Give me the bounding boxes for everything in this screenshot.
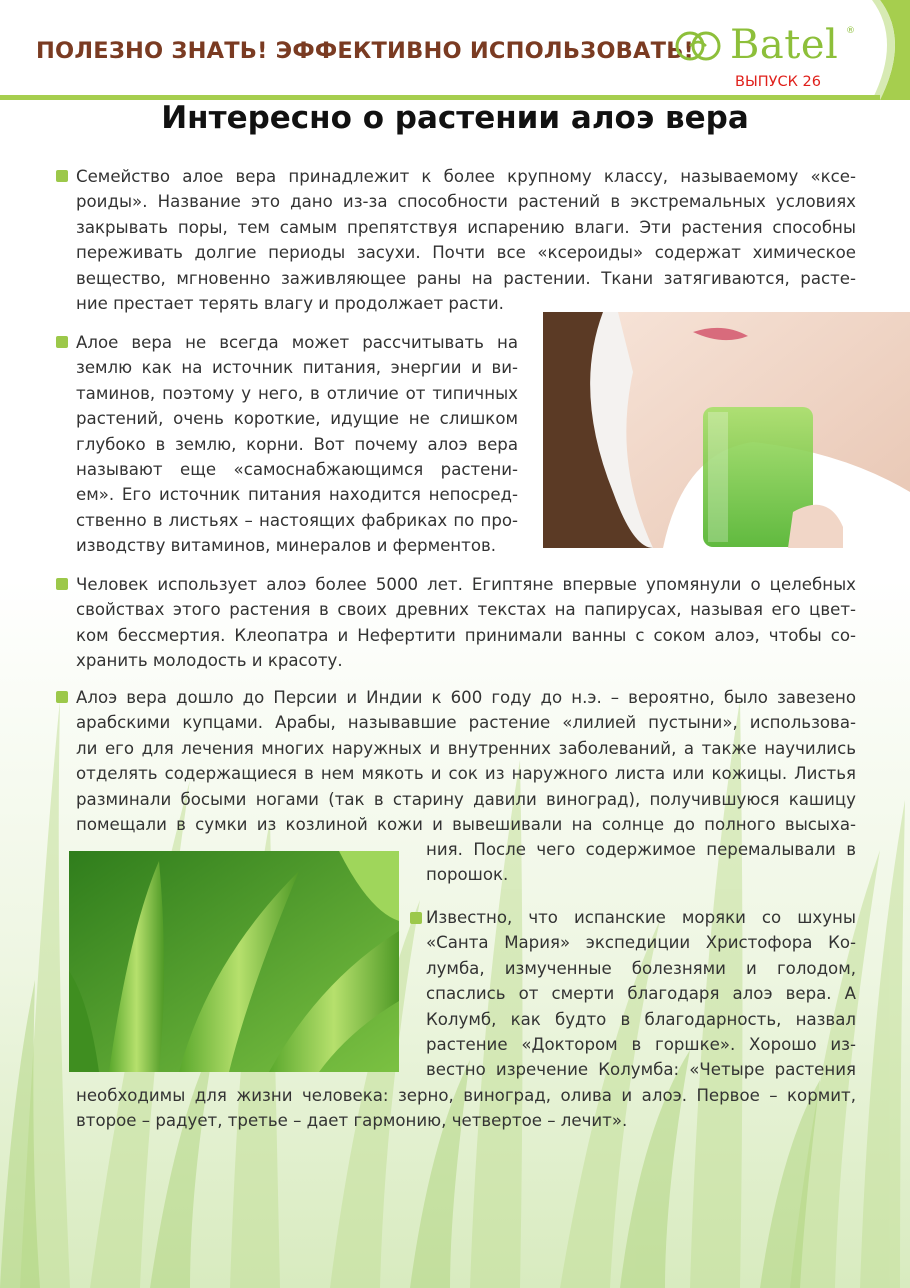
text-line: растение «Доктором в горшке». Хорошо из- [426, 1035, 856, 1055]
bullet-icon [56, 336, 68, 348]
header-swoosh [850, 0, 910, 100]
text-line: Известно, что испанские моряки со шхуны [426, 908, 856, 927]
text-line: порошок. [426, 865, 509, 885]
woman-photo [543, 312, 910, 548]
text-line: ком бессмертия. Клеопатра и Нефертити принимали ванны с соком алоэ, чтобы со- [76, 625, 856, 645]
text-line: помещали в сумки из козлиной кожи и вывешивали на солнце до полного высыха- [76, 815, 856, 835]
text-line: закрывать поры, тем самым препятствуя испарению влаги. Эти растения способны [76, 217, 856, 237]
batel-logo-icon [670, 26, 730, 66]
page-title: Интересно о растении алоэ вера [161, 100, 749, 136]
text-line: Человек использует алоэ более 5000 лет. Египтяне впервые упомянули о целебных [76, 575, 856, 594]
text-line: спаслись от смерти благодаря алоэ вера. А [426, 984, 856, 1004]
woman-drinking-juice-image [543, 312, 910, 548]
text-line: вестно изречение Колумба: «Четыре растения [426, 1060, 856, 1080]
text-line: отделять содержащиеся в нем мякоть и сок из наружного листа или кожицы. Листья [76, 764, 856, 784]
paragraph-4 [76, 685, 856, 837]
text-line: Алое вера не всегда может рассчитывать на [76, 333, 518, 352]
bullet-icon [56, 578, 68, 590]
bullet-icon [56, 691, 68, 703]
text-line: второе – радует, третье – дает гармонию, четвертое – лечит». [76, 1111, 628, 1131]
text-line: хранить молодость и красоту. [76, 651, 343, 671]
text-line: «Санта Мария» экспедиции Христофора Ко- [426, 933, 856, 953]
text-line: ли его для лечения многих наружных и внутренних заболеваний, а также научились [76, 738, 856, 758]
text-line: Колумб, как будто в благодарность, назвал [426, 1009, 856, 1029]
text-line: землю как на источник питания, энергии и ви- [76, 358, 518, 378]
text-line: изводству витаминов, минералов и ферментов. [76, 536, 497, 556]
text-line: ния. После чего содержимое перемалывали в [426, 840, 856, 859]
text-line: роиды». Название это дано из-за способности растений в экстремальных условиях [76, 192, 856, 212]
text-line: глубоко в землю, корни. Вот почему алоэ вера [76, 434, 518, 454]
header-title: ПОЛЕЗНО ЗНАТЬ! ЭФФЕКТИВНО ИСПОЛЬЗОВАТЬ! [36, 38, 695, 64]
text-line: необходимы для жизни человека: зерно, виноград, олива и алоэ. Первое – кормит, [76, 1086, 856, 1105]
paragraph-5 [426, 905, 856, 1083]
paragraph-2 [76, 330, 518, 559]
paragraph-3 [76, 572, 856, 674]
paragraph-5-continued [76, 1083, 856, 1134]
text-line: растений, очень короткие, идущие не слишком [76, 409, 518, 429]
text-line: Алоэ вера дошло до Персии и Индии к 600 году до н.э. – вероятно, было завезено [76, 688, 856, 707]
header-divider [0, 95, 880, 100]
text-line: переживать долгие периоды засухи. Почти все «ксероиды» содержат химическое [76, 243, 856, 263]
text-line: разминали босыми ногами (так в старину давили виноград), получившуюся кашицу [76, 789, 856, 809]
brand-name: Batel [730, 22, 839, 68]
text-line: ние престает терять влагу и продолжает расти. [76, 294, 504, 314]
text-line: ственно в листьях – настоящих фабриках по про- [76, 510, 518, 530]
aloe-leaves-image [69, 851, 399, 1072]
paragraph-1 [76, 164, 856, 316]
text-line: называют еще «самоснабжающимся растени- [76, 460, 518, 480]
header [0, 0, 910, 100]
text-line: Семейство алое вера принадлежит к более крупному классу, называемому «ксе- [76, 167, 856, 186]
brand-registered-mark: ® [846, 26, 855, 36]
text-line: лумба, измученные болезнями и голодом, [426, 958, 856, 978]
paragraph-4-continued [426, 837, 856, 888]
text-line: таминов, поэтому у него, в отличие от типичных [76, 383, 518, 403]
text-line: свойствах этого растения в своих древних текстах на папирусах, называя его цвет- [76, 600, 856, 620]
bullet-icon [410, 912, 422, 924]
bullet-icon [56, 170, 68, 182]
aloe-photo [69, 851, 399, 1072]
text-line: вещество, мгновенно заживляющее раны на растении. Ткани затягиваются, расте- [76, 268, 856, 288]
text-line: ем». Его источник питания находится непосред- [76, 485, 518, 505]
text-line: арабскими купцами. Арабы, называвшие растение «лилией пустыни», использова- [76, 713, 856, 733]
issue-number: ВЫПУСК 26 [735, 74, 821, 90]
